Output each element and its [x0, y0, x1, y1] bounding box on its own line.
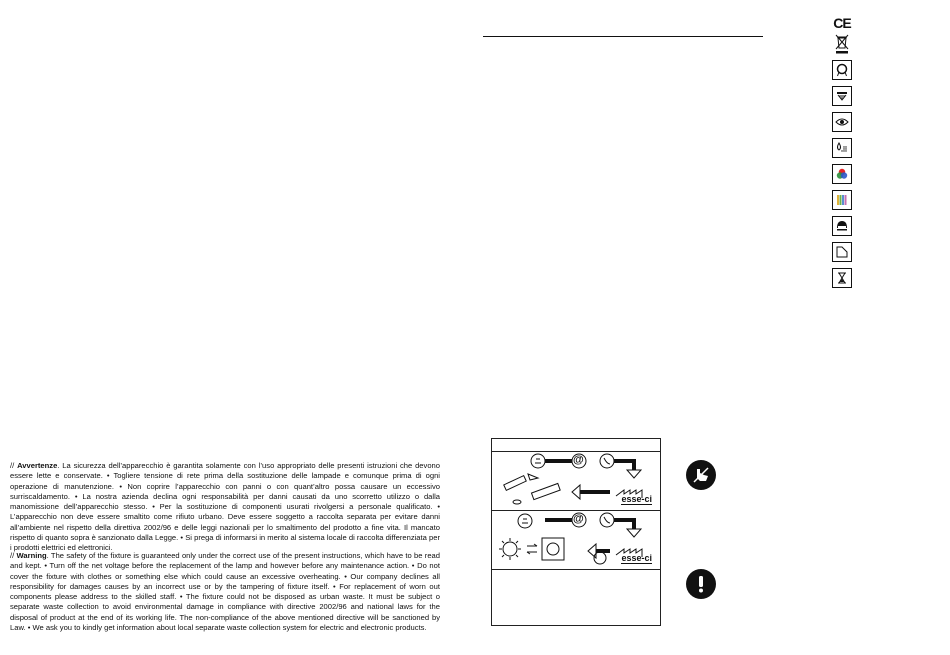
warning-en-body: . The safety of the fixture is guaranteed only under the correct use of the present instructions, which have to be read and kept. • Turn off the net voltage before the replacement of the lamp and however before any maintenance action. • Do not cover the fixture with clothes or something else which could cause an excessive overheating. • Our company declines all responsibility for damages causes by an incorrect use or by the tampering of fixture itself. • For replacement of worn out components please address to the skilled staff. • The fixture could not be disposed as urban waste. It must be subject o separate waste collection to avoid environmental damage in compliance with directive 2002/96 and national laws for the disposal of product at the end of its working life. The non-compliance of the above mentioned directive will be sanctioned by Law. • We ask you to kindly get information about local separate waste collection system for electric and electronic products.	[10, 551, 440, 633]
warning-it-body: . La sicurezza dell’apparecchio è garantita solamente con l’uso appropriato delle presenti istruzioni che devono essere lette e conservate. • Togliere tensione di rete prima della sostituzione delle lampade e comunque prima di ogni operazione di manutenzione. • Non coprire l’apparecchio con panni o con quant’altro possa causare un eccessivo surriscaldamento. • La nostra azienda declina ogni responsabilità per danni causati da uno scorretto utilizzo o dalla manomissione dell’apparecchio stesso. • Per la sostituzione di componenti usurati rivolgersi a personale qualificato. • L’apparecchio non deve essere smaltito come rifiuto urbano. Deve essere soggetto a raccolta separata per evitare danni all’ambiente nel rispetto della direttiva 2002/96 e delle leggi nazionali per lo smaltimento del prodotto a fine vita. Il mancato rispetto di quanto sopra è sanzionato dalla Legge. • Si prega di informarsi in merito al sistema locale di raccolta differenziata per i prodotti elettrici ed elettronici.	[10, 461, 440, 553]
warning-it-title: Avvertenze	[17, 461, 58, 470]
eye-safety-icon	[832, 112, 852, 132]
weee-bin-icon	[832, 34, 852, 54]
hourglass-icon	[832, 268, 852, 288]
class-ii-icon	[832, 242, 852, 262]
brand-label-2: esse-ci	[621, 553, 652, 563]
certification-icons	[832, 14, 854, 294]
color-temperature-icon	[832, 190, 852, 210]
downlight-icon	[832, 86, 852, 106]
service-row-lamp	[492, 511, 660, 570]
at-symbol-1: @	[573, 454, 584, 466]
rgb-color-icon	[832, 164, 852, 184]
attention-icon	[686, 569, 716, 599]
at-symbol-2: @	[573, 513, 584, 525]
helmet-icon	[832, 216, 852, 236]
warning-en-prefix: //	[10, 551, 17, 560]
warning-it-prefix: //	[10, 461, 18, 470]
ip-rating-icon	[832, 138, 852, 158]
service-row-replacement	[492, 452, 660, 511]
quality-seal-icon	[832, 60, 852, 80]
top-rule	[483, 36, 763, 37]
no-touch-hot-surface-icon	[686, 460, 716, 490]
service-panel	[491, 438, 661, 626]
warning-english	[10, 551, 440, 633]
brand-label-1: esse-ci	[621, 494, 652, 504]
panel-header	[492, 439, 660, 452]
warning-italian	[10, 461, 440, 554]
warning-en-title: Warning	[16, 551, 47, 560]
ce-mark-icon: CE	[833, 15, 851, 31]
